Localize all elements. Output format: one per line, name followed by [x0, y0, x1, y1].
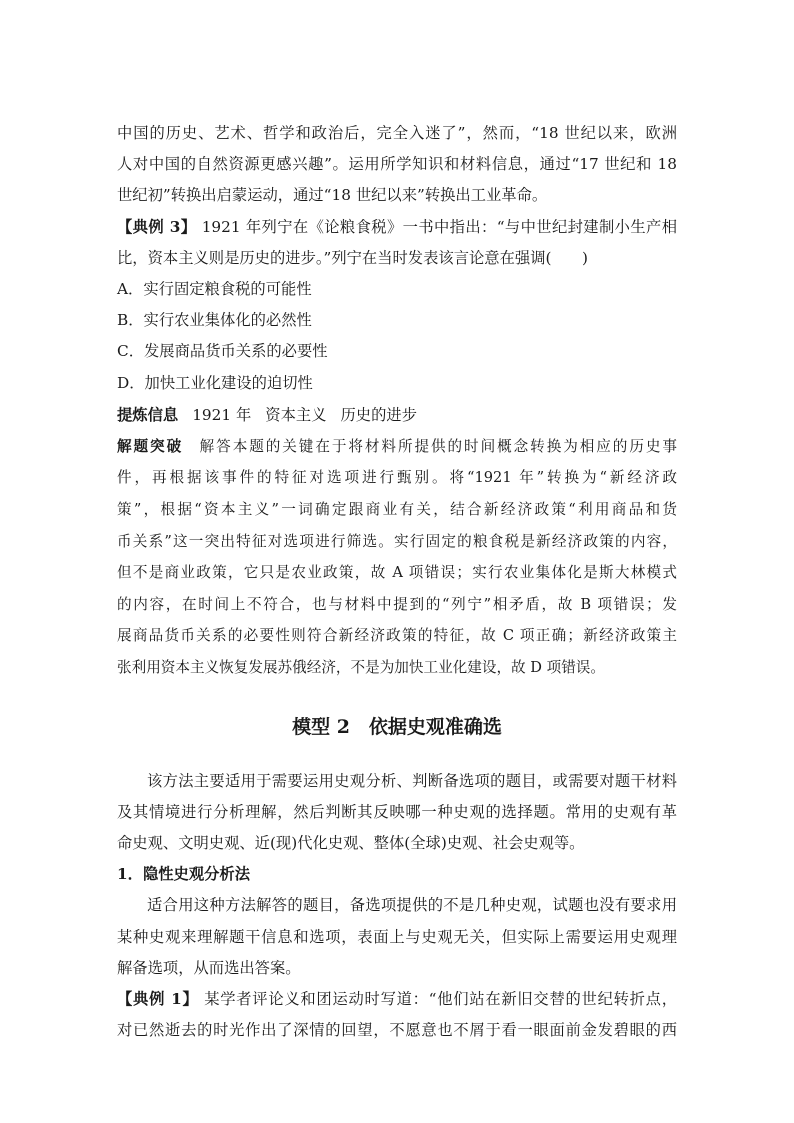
option-d: D．加快工业化建设的迫切性	[117, 373, 313, 392]
example3-stem-line-1	[117, 212, 677, 243]
section-intro-line-3: 命史观、文明史观、近(现)代化史观、整体(全球)史观、社会史观等。	[117, 833, 585, 852]
method-line-1: 适合用这种方法解答的题目，备选项提供的不是几种史观，试题也没有要求用	[147, 896, 677, 915]
analysis-line-5: 但不是商业政策，它只是农业政策，故 A 项错误；实行农业集体化是斯大林模式	[117, 564, 677, 582]
analysis-line-8: 张利用资本主义恢复发展苏俄经济，不是为加快工业化建设，故 D 项错误。	[117, 658, 605, 676]
option-b: B．实行农业集体化的必然性	[117, 311, 312, 330]
example1-line-2: 对已然逝去的时光作出了深情的回望，不愿意也不屑于看一眼面前金发碧眼的西	[117, 1021, 677, 1040]
example3-stem-line-2: 比，资本主义则是历史的进步。”列宁在当时发表该言论意在强调( )	[117, 248, 589, 267]
extract-item-3: 历史的进步	[340, 405, 417, 424]
intro-line-1: 中国的历史、艺术、哲学和政治后，完全入迷了”，然而，“18 世纪以来，欧洲	[117, 124, 677, 142]
section-intro-line-2: 及其情境进行分析理解，然后判断其反映哪一种史观的选择题。常用的史观有革	[117, 802, 677, 821]
analysis-block	[117, 431, 677, 684]
option-a: A．实行固定粮食税的可能性	[117, 280, 312, 299]
example3-stem-text-1: 1921 年列宁在《论粮食税》一书中指出：“与中世纪封建制小生产相	[196, 217, 677, 236]
extract-info-label: 提炼信息	[117, 405, 179, 424]
example3-label: 【典例 3】	[117, 217, 197, 236]
method-line-2: 某种史观来理解题干信息和选项，表面上与史观无关，但实际上需要运用史观理	[117, 927, 677, 946]
section-intro-line-1: 该方法主要适用于需要运用史观分析、判断备选项的题目，或需要对题干材料	[147, 771, 677, 790]
intro-line-3: 世纪初”转换出启蒙运动，通过“18 世纪以来”转换出工业革命。	[117, 186, 548, 205]
analysis-line-4: 币关系”这一突出特征对选项进行筛选。实行固定的粮食税是新经济政策的内容，	[117, 532, 677, 550]
extract-item-2: 资本主义	[265, 405, 327, 424]
extract-info-line	[117, 399, 677, 431]
analysis-line-7: 展商品货币关系的必要性则符合新经济政策的特征，故 C 项正确；新经济政策主	[117, 627, 677, 645]
analysis-text-1: 解答本题的关键在于将材料所提供的时间概念转换为相应的历史事	[183, 437, 677, 455]
option-c: C．发展商品货币关系的必要性	[117, 342, 328, 361]
example1-text-1: 某学者评论义和团运动时写道：“他们站在新旧交替的世纪转折点，	[198, 990, 677, 1008]
analysis-line-6: 的内容，在时间上不符合，也与材料中提到的“列宁”相矛盾，故 B 项错误；发	[117, 595, 677, 613]
intro-line-2: 人对中国的自然资源更感兴趣”。运用所学知识和材料信息，通过“17 世纪和 18	[117, 155, 677, 174]
analysis-label: 解题突破	[117, 437, 184, 455]
method-line-3: 解备选项，从而选出答案。	[117, 958, 301, 977]
subhead-implicit-method: 1．隐性史观分析法	[117, 865, 251, 884]
section-title: 模型 2 依据史观准确选	[292, 715, 502, 738]
analysis-line-1	[117, 431, 677, 463]
analysis-line-3: 策”，根据“资本主义”一词确定跟商业有关，结合新经济政策“利用商品和货	[117, 501, 677, 519]
example1-label: 【典例 1】	[117, 990, 199, 1008]
extract-item-1: 1921 年	[192, 405, 252, 424]
analysis-line-2: 件，再根据该事件的特征对选项进行甄别。将“1921 年”转换为“新经济政	[117, 469, 677, 487]
example1-line-1	[117, 984, 677, 1015]
document-page	[117, 118, 677, 1046]
